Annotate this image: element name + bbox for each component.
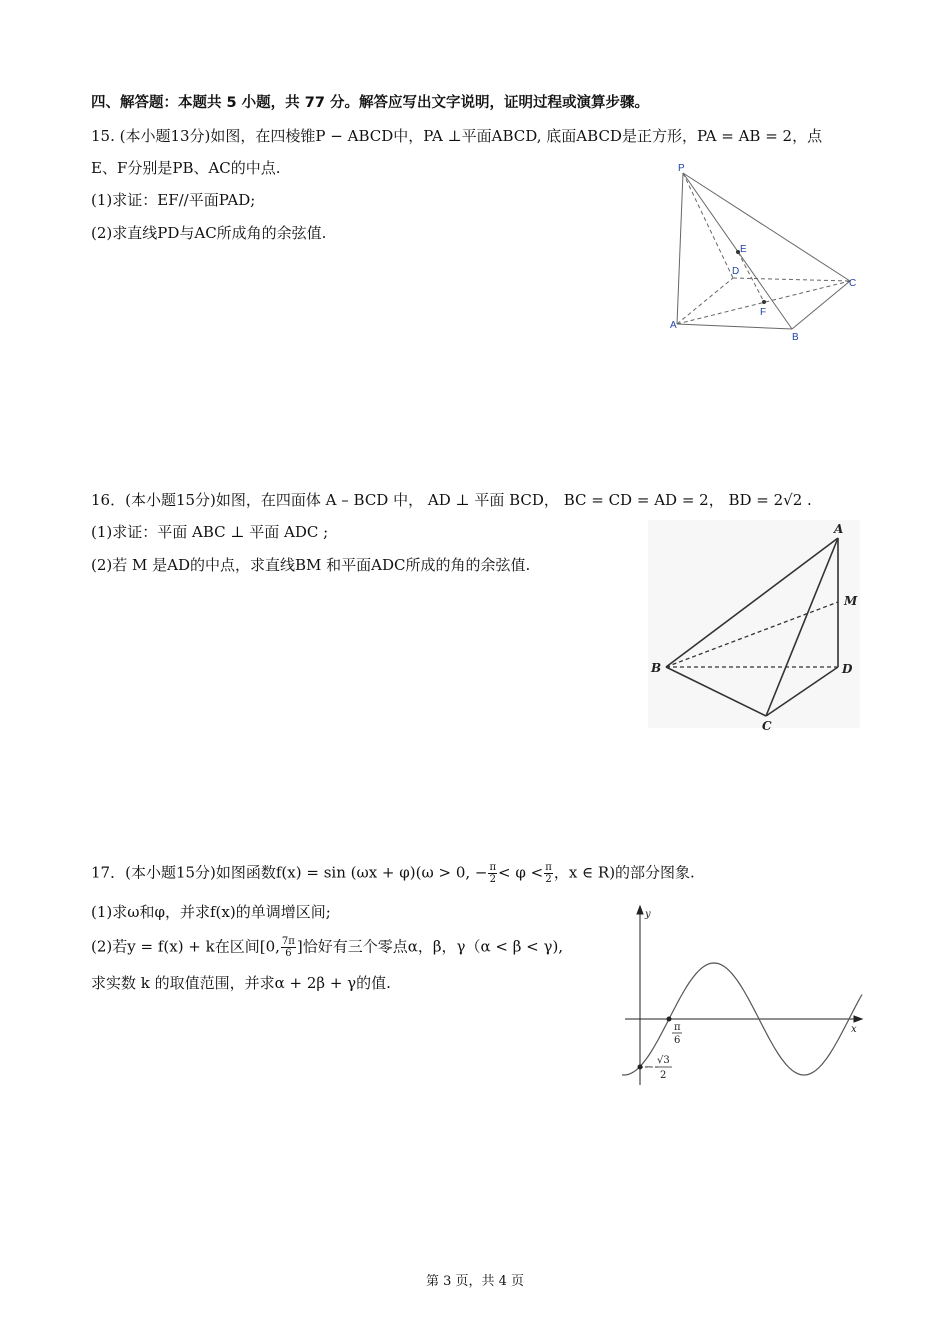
q17-sine-graph xyxy=(620,900,865,1090)
y-intercept-point xyxy=(638,1065,643,1070)
q17-part2: (2)若y = f(x) + k在区间[0, $\frac{7\pi}{6}$ ]恰好有三个零点α，β，γ（α < β < γ), xyxy=(91,936,564,959)
tick-x-num: π xyxy=(674,1022,681,1033)
q17-stem-a: 17．(本小题15分)如图函数f(x) = sin (ωx + φ)(ω > 0, − xyxy=(91,863,488,882)
q16-part2: (2)若 M 是AD的中点，求直线BM 和平面ADC所成的角的余弦值. xyxy=(91,556,531,574)
q17-stem-c: ，x ∈ R)的部分图象. xyxy=(553,863,695,882)
label-P: P xyxy=(678,163,685,174)
y-label: y xyxy=(645,909,651,920)
tick-y-den: 2 xyxy=(660,1070,667,1081)
x-axis-arrow xyxy=(854,1016,862,1022)
label-A: A xyxy=(834,522,844,536)
label-E: E xyxy=(740,244,747,255)
q17-part3: 求实数 k 的取值范围，并求α + 2β + γ的值. xyxy=(91,974,391,992)
tick-y-num: √3 xyxy=(657,1055,670,1066)
label-D: D xyxy=(842,662,853,676)
q15-pyramid-figure xyxy=(660,160,870,345)
q17-stem-b: < φ < xyxy=(498,863,544,882)
label-A: A xyxy=(670,320,677,331)
label-F: F xyxy=(760,307,767,318)
label-D: D xyxy=(732,266,740,277)
label-B: B xyxy=(792,332,799,343)
x-label: x xyxy=(851,1024,857,1035)
zero-point xyxy=(667,1017,672,1022)
q16-part1: (1)求证：平面 ABC ⊥ 平面 ADC ; xyxy=(91,523,329,541)
point-F xyxy=(762,300,766,304)
q17-frac-7pi-over-6: $\frac{7\pi}{6}$ xyxy=(281,936,295,959)
q17-part1: (1)求ω和φ，并求f(x)的单调增区间; xyxy=(91,903,331,921)
label-C: C xyxy=(762,719,772,733)
label-C: C xyxy=(849,278,857,289)
y-axis-arrow xyxy=(637,906,643,914)
q16-tetrahedron-figure xyxy=(648,520,860,735)
tick-y-sign: − xyxy=(644,1062,653,1073)
q15-stem-line1: 15. (本小题13分)如图，在四棱锥P − ABCD中，PA ⊥平面ABCD, 底面ABCD是正方形，PA = AB = 2，点 xyxy=(91,127,823,145)
q17-frac-pi-over-2b: $\frac{\pi}{2}$ xyxy=(545,862,552,885)
section-header: 四、解答题：本题共 5 小题，共 77 分。解答应写出文字说明，证明过程或演算步骤。 xyxy=(91,95,649,111)
label-B: B xyxy=(651,661,662,675)
edge-PC xyxy=(683,173,850,281)
q15-stem-line2: E、F分别是PB、AC的中点. xyxy=(91,159,281,177)
q15-part2: (2)求直线PD与AC所成角的余弦值. xyxy=(91,224,327,242)
tick-x-den: 6 xyxy=(674,1035,681,1046)
q15-part1: (1)求证：EF//平面PAD; xyxy=(91,191,256,209)
segment-EF xyxy=(738,252,764,302)
page-footer: 第 3 页，共 4 页 xyxy=(425,1274,525,1289)
q16-stem: 16．(本小题15分)如图，在四面体 A – BCD 中， AD ⊥ 平面 BCD， BC = CD = AD = 2， BD = 2√2 . xyxy=(91,491,812,509)
q17-stem xyxy=(91,862,695,885)
label-M: M xyxy=(844,594,858,608)
edge-DC xyxy=(733,278,850,281)
edge-AB xyxy=(677,324,792,329)
q17-frac-pi-over-2a: $\frac{\pi}{2}$ xyxy=(489,862,497,885)
edge-PA xyxy=(677,173,683,324)
